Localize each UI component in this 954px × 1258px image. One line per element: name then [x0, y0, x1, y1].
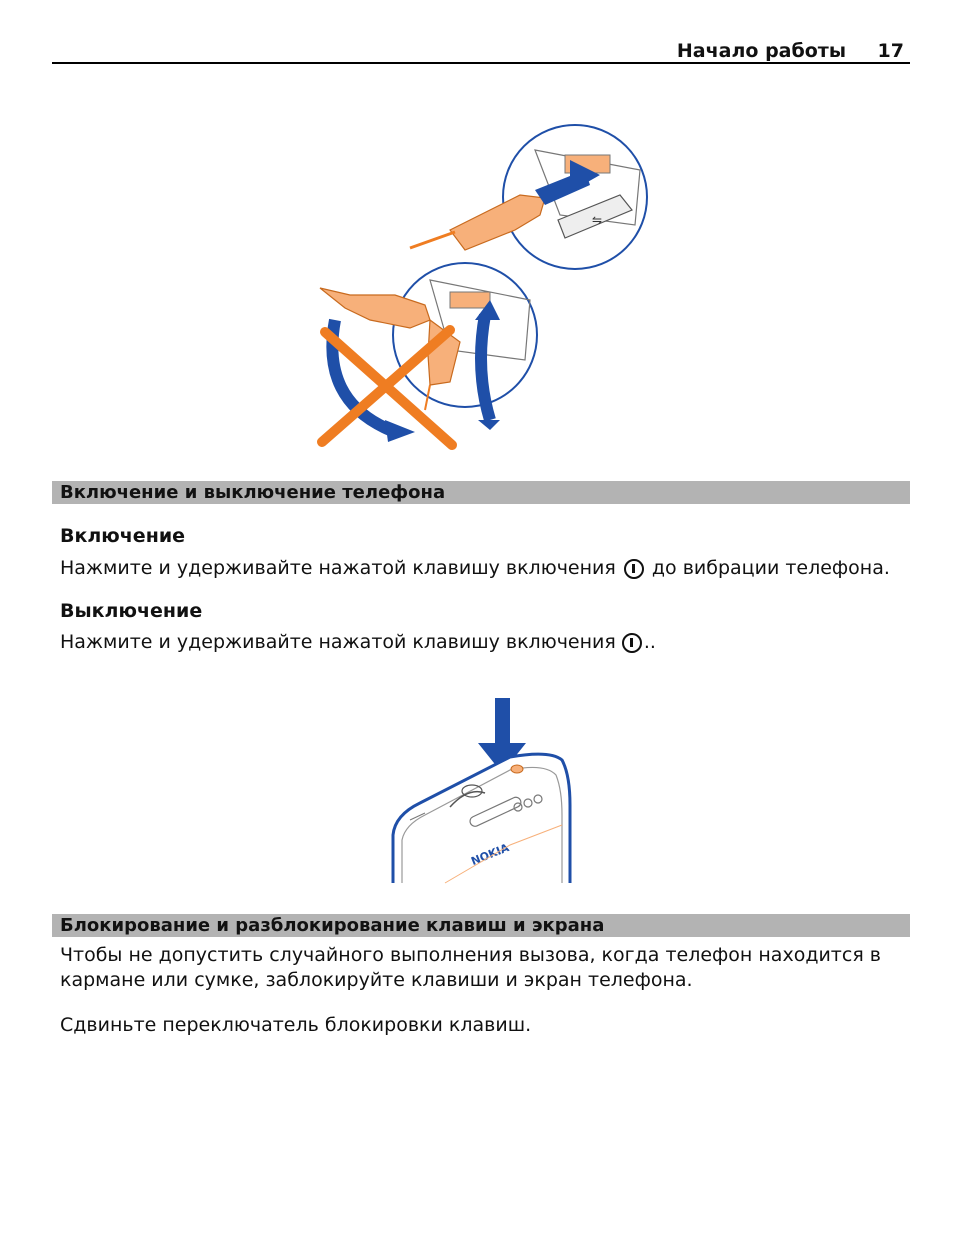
page-header — [52, 38, 910, 64]
svg-text:⇋: ⇋ — [592, 213, 603, 227]
header-title: Начало работы — [676, 40, 846, 62]
correct-connection-icon — [410, 125, 647, 269]
power-on-text — [60, 556, 910, 581]
page-number: 17 — [877, 40, 904, 62]
power-on-text-after: до вибрации телефона. — [651, 557, 890, 579]
power-on-text-before: Нажмите и удерживайте нажатой клавишу включения — [60, 557, 616, 579]
nokia-logo: NOKIA — [469, 841, 511, 869]
power-off-text-before: Нажмите и удерживайте нажатой клавишу включения — [60, 631, 616, 653]
section-lock-header — [52, 914, 910, 937]
power-off-text-after: .. — [643, 631, 656, 653]
phone-power-key-illustration — [390, 695, 580, 885]
power-key — [511, 765, 523, 773]
power-off-heading: Выключение — [60, 600, 203, 622]
power-off-text — [60, 630, 910, 655]
wrong-connection-icon — [320, 263, 537, 445]
power-key-icon — [624, 559, 644, 579]
power-key-icon — [622, 633, 642, 653]
lock-paragraph-1: Чтобы не допустить случайного выполнения вызова, когда телефон находится в кармане или сумке, заблокируйте клавиши и экран телефона. — [60, 944, 881, 991]
power-on-heading: Включение — [60, 525, 186, 547]
section-lock-title: Блокирование и разблокирование клавиш и экрана — [60, 915, 605, 936]
lock-paragraph-2: Сдвиньте переключатель блокировки клавиш. — [60, 1014, 532, 1036]
usb-connect-illustration — [300, 120, 660, 460]
section-power-title: Включение и выключение телефона — [60, 482, 446, 503]
section-power-header — [52, 481, 910, 504]
